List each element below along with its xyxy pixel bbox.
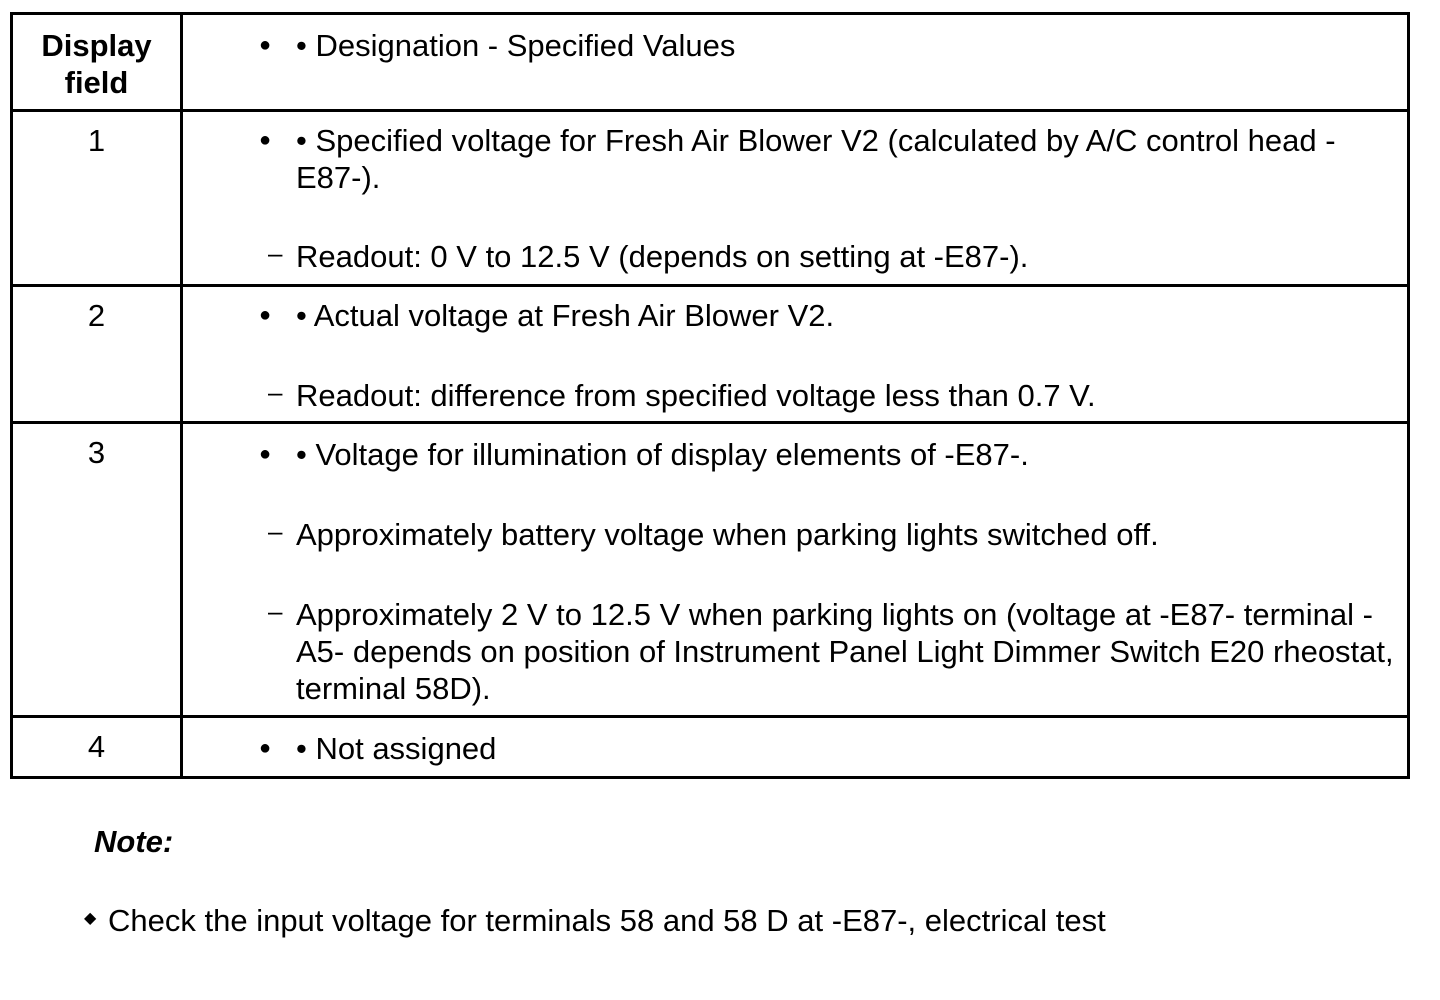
bullet-dot-icon: ● <box>259 737 272 759</box>
display-field-number: 2 <box>12 286 182 423</box>
display-field-header: Display field <box>12 14 182 111</box>
bullet-item <box>183 297 1399 334</box>
designation-cell <box>182 111 1409 286</box>
designation-cell <box>182 717 1409 778</box>
designation-header-text: • Designation - Specified Values <box>296 28 736 63</box>
dash-text: Readout: 0 V to 12.5 V (depends on setting at -E87-). <box>296 239 1029 274</box>
display-field-number: 4 <box>12 717 182 778</box>
bullet-item <box>183 122 1399 196</box>
note-title: Note: <box>94 824 174 859</box>
table-header-row <box>12 14 1409 111</box>
dash-item <box>183 238 1399 275</box>
designation-cell <box>182 286 1409 423</box>
dash-text: Approximately 2 V to 12.5 V when parking lights on (voltage at -E87- terminal -A5- depends on position of Instrument Panel Light Dimmer Switch E20 rheostat, terminal 58D). <box>296 597 1394 706</box>
display-field-number: 3 <box>12 423 182 717</box>
bullet-text: • Not assigned <box>296 731 497 766</box>
dash-icon: – <box>268 516 283 546</box>
table-row <box>12 111 1409 286</box>
table-row <box>12 717 1409 778</box>
note-link-text[interactable]: Check the input voltage for terminals 58 and 58 D at -E87-, electrical test <box>108 903 1106 938</box>
bullet-dot-icon: ● <box>259 129 272 151</box>
bullet-text: • Voltage for illumination of display elements of -E87-. <box>296 437 1029 472</box>
bullet-text: • Actual voltage at Fresh Air Blower V2. <box>296 298 835 333</box>
dash-item <box>183 516 1399 553</box>
dash-icon: – <box>268 238 283 268</box>
bullet-dot-icon: ● <box>259 443 272 465</box>
dash-text: Approximately battery voltage when parking lights switched off. <box>296 517 1159 552</box>
dash-item <box>183 377 1399 414</box>
bullet-text: • Specified voltage for Fresh Air Blower V2 (calculated by A/C control head -E87-). <box>296 123 1336 195</box>
dash-icon: – <box>268 377 283 407</box>
table-row <box>12 423 1409 717</box>
display-field-number: 1 <box>12 111 182 286</box>
diamond-bullet-icon: ◆ <box>84 910 97 927</box>
designation-header <box>183 27 1399 64</box>
dash-item <box>183 596 1399 707</box>
specified-values-table <box>10 12 1410 779</box>
dash-icon: – <box>268 596 283 626</box>
bullet-dot-icon: ● <box>259 304 272 326</box>
table-row <box>12 286 1409 423</box>
dash-text: Readout: difference from specified voltage less than 0.7 V. <box>296 378 1096 413</box>
designation-cell <box>182 423 1409 717</box>
designation-header-cell <box>182 14 1409 111</box>
bullet-dot-icon: ● <box>259 34 272 56</box>
note-item <box>84 900 1106 939</box>
bullet-item <box>183 730 1399 767</box>
bullet-item <box>183 436 1399 473</box>
